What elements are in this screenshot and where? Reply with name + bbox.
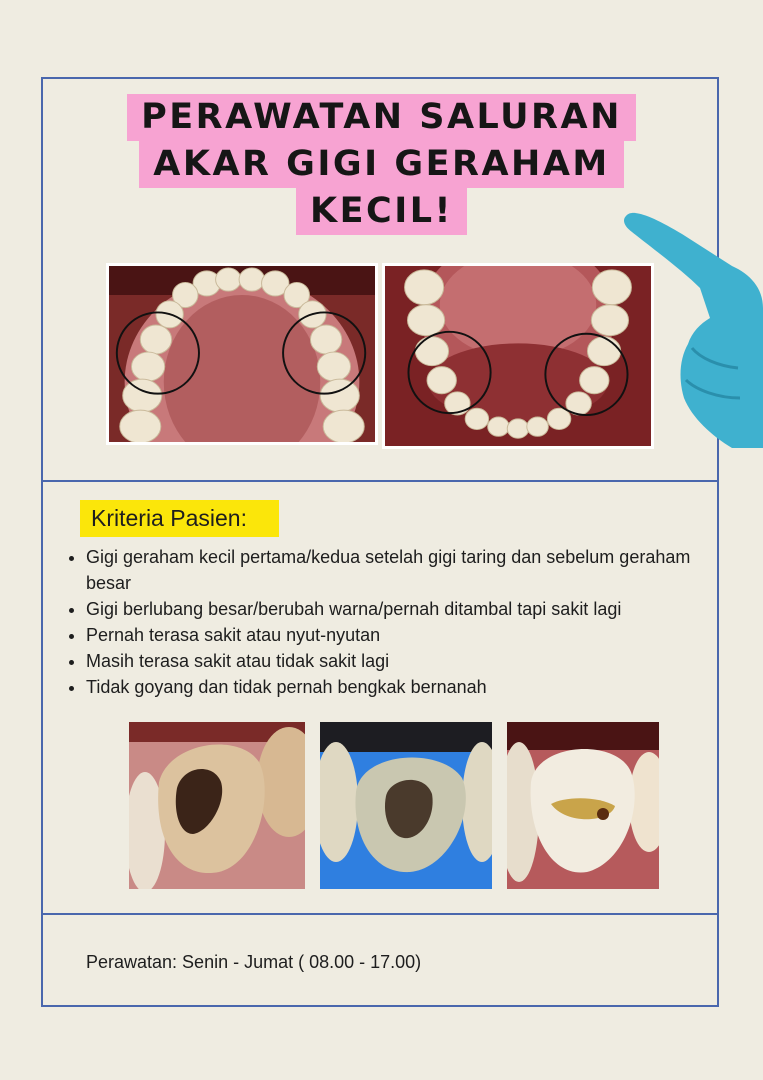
title-line-3: KECIL! bbox=[296, 188, 467, 235]
rubber-dam-tooth-photo bbox=[320, 722, 492, 889]
lower-arch-photo bbox=[382, 263, 654, 449]
schedule-text: Perawatan: Senin - Jumat ( 08.00 - 17.00) bbox=[86, 952, 422, 972]
list-item: • Gigi berlubang besar/berubah warna/pernah ditambal tapi sakit lagi bbox=[86, 596, 726, 622]
pointing-hand-icon bbox=[622, 208, 763, 448]
filled-tooth-photo bbox=[507, 722, 659, 889]
list-item: • Pernah terasa sakit atau nyut-nyutan bbox=[86, 622, 726, 648]
section-divider-top bbox=[43, 480, 717, 482]
criteria-heading: Kriteria Pasien: bbox=[80, 500, 279, 537]
title-line-1: PERAWATAN SALURAN bbox=[127, 94, 636, 141]
title-line-2: AKAR GIGI GERAHAM bbox=[139, 141, 624, 188]
list-item: • Gigi geraham kecil pertama/kedua setelah gigi taring dan sebelum geraham besar bbox=[86, 544, 726, 596]
upper-arch-photo bbox=[106, 263, 378, 445]
list-item: • Masih terasa sakit atau tidak sakit lagi bbox=[86, 648, 726, 674]
criteria-list bbox=[68, 544, 726, 700]
list-item: • Tidak goyang dan tidak pernah bengkak bernanah bbox=[86, 674, 726, 700]
decayed-tooth-photo bbox=[129, 722, 305, 889]
section-divider-bottom bbox=[43, 913, 717, 915]
